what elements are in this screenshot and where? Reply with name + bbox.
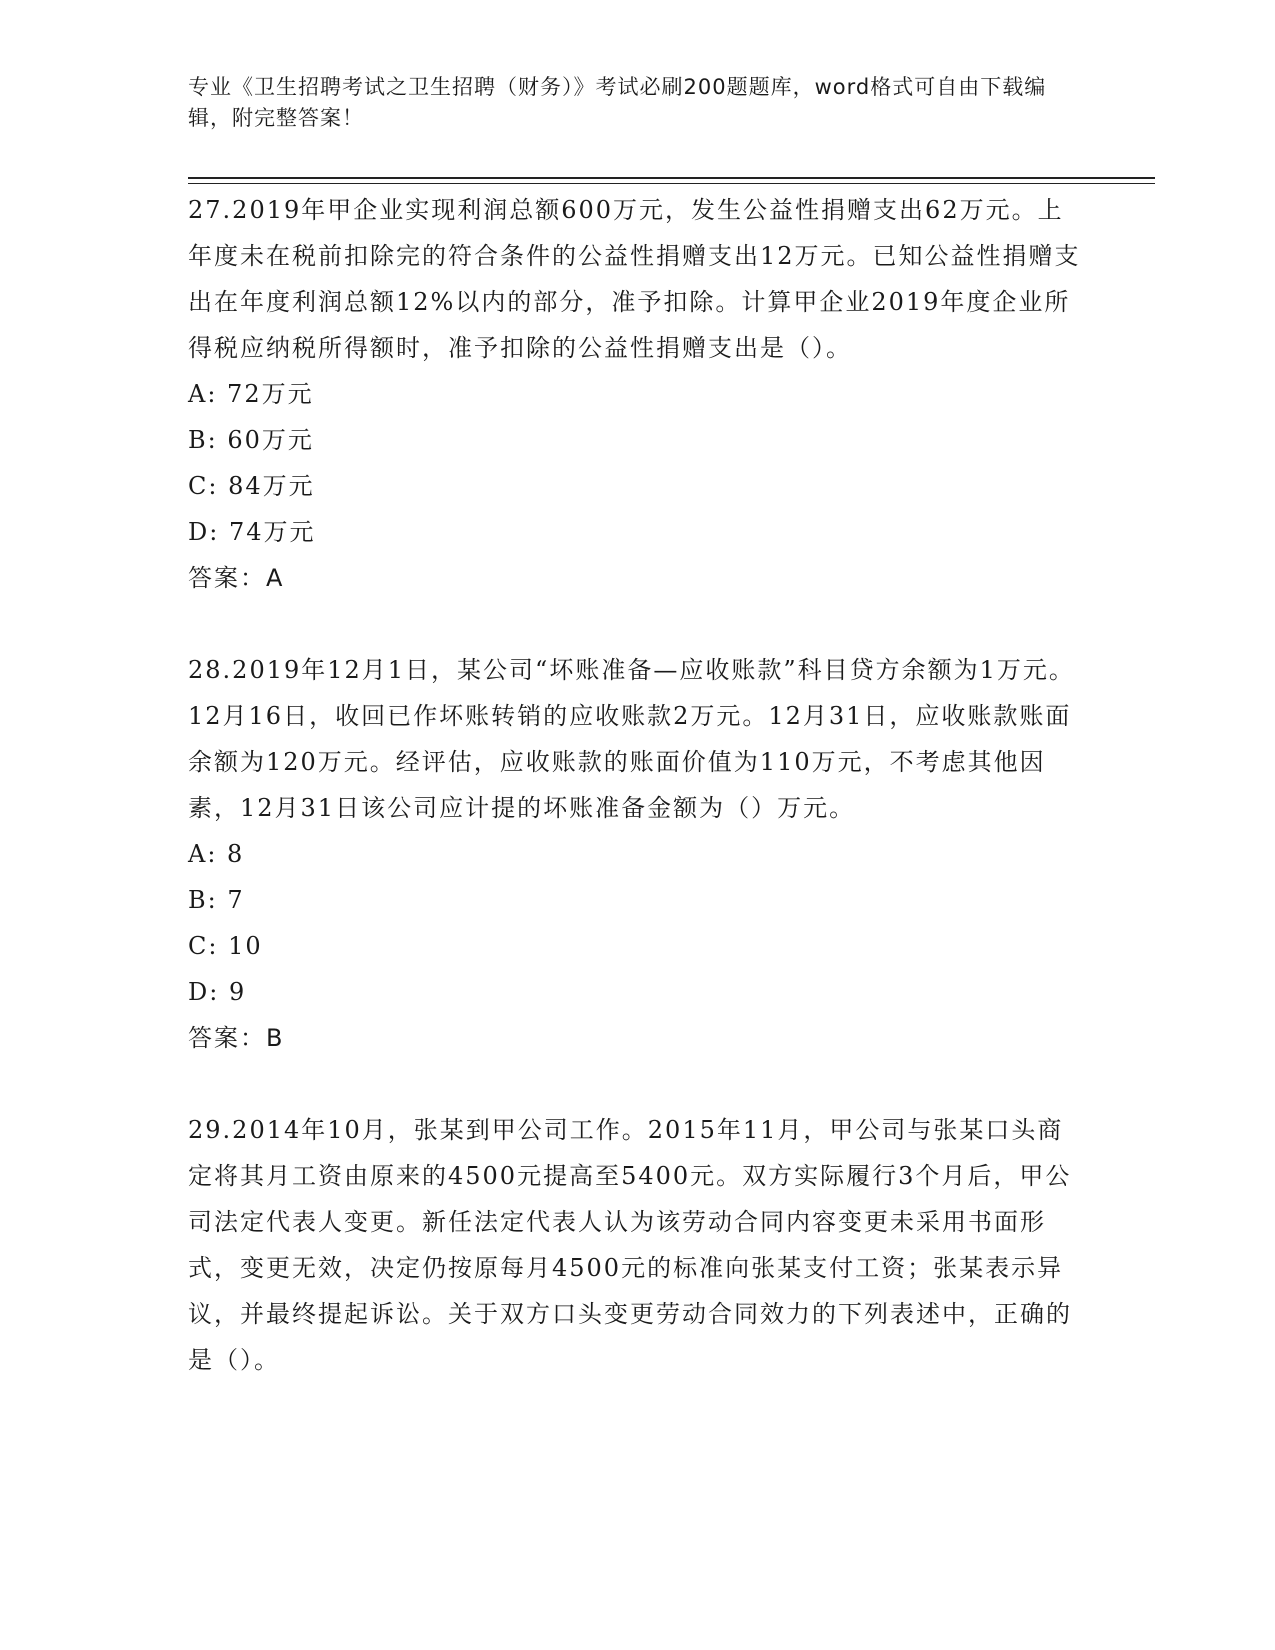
option-a: A: 8 bbox=[188, 840, 245, 868]
question-spacer bbox=[188, 601, 1083, 647]
question-text: 28.2019年12月1日，某公司“坏账准备—应收账款”科目贷方余额为1万元。12月16日，收回已作坏账转销的应收账款2万元。12月31日，应收账款账面余额为120万元。经评估，应收账款的账面价值为110万元，不考虑其他因素，12月31日该公司应计提的坏账准备金额为（）万元。 bbox=[188, 656, 1075, 822]
question-text: 27.2019年甲企业实现利润总额600万元，发生公益性捐赠支出62万元。上年度未在税前扣除完的符合条件的公益性捐赠支出12万元。已知公益性捐赠支出在年度利润总额12%以内的部分，准予扣除。计算甲企业2019年度企业所得税应纳税所得额时，准予扣除的公益性捐赠支出是（）。 bbox=[188, 196, 1081, 362]
document-header bbox=[188, 72, 1078, 134]
document-body bbox=[188, 187, 1083, 1383]
header-divider-thick bbox=[188, 177, 1155, 179]
question-29 bbox=[188, 1107, 1083, 1383]
option-b: B: 7 bbox=[188, 886, 245, 914]
option-a: A: 72万元 bbox=[188, 380, 314, 408]
option-b: B: 60万元 bbox=[188, 426, 314, 454]
question-28 bbox=[188, 647, 1083, 1061]
answer: 答案：B bbox=[188, 1024, 285, 1052]
question-text: 29.2014年10月，张某到甲公司工作。2015年11月，甲公司与张某口头商定将其月工资由原来的4500元提高至5400元。双方实际履行3个月后，甲公司法定代表人变更。新任法定代表人认为该劳动合同内容变更未采用书面形式，变更无效，决定仍按原每月4500元的标准向张某支付工资；张某表示异议，并最终提起诉讼。关于双方口头变更劳动合同效力的下列表述中，正确的是（）。 bbox=[188, 1116, 1072, 1374]
header-title: 专业《卫生招聘考试之卫生招聘（财务）》考试必刷200题题库，word格式可自由下载编辑，附完整答案！ bbox=[188, 75, 1047, 130]
option-c: C: 84万元 bbox=[188, 472, 315, 500]
option-d: D: 74万元 bbox=[188, 518, 316, 546]
question-27 bbox=[188, 187, 1083, 601]
option-c: C: 10 bbox=[188, 932, 263, 960]
answer: 答案：A bbox=[188, 564, 285, 592]
header-divider-thin bbox=[188, 183, 1155, 184]
option-d: D: 9 bbox=[188, 978, 247, 1006]
question-spacer bbox=[188, 1061, 1083, 1107]
